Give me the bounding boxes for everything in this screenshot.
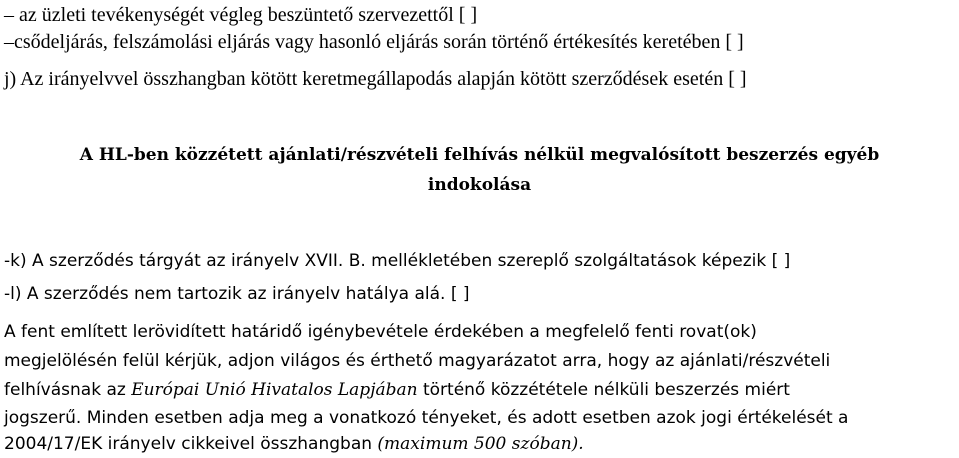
- list-item-ceased-business: – az üzleti tevékenységét végleg beszüntető szervezettől [ ]: [4, 4, 478, 26]
- section-heading-line-1: A HL-ben közzétett ajánlati/részvételi felhívás nélkül megvalósított beszerzés egyéb: [79, 145, 880, 165]
- paragraph-line-5-start: 2004/17/EK irányelv cikkeivel összhangban: [4, 434, 378, 454]
- paragraph-line-1: A fent említett lerövidített határidő igénybevétele érdekében a megfelelő fenti rovat(ok): [4, 322, 757, 342]
- paragraph-line-5: [4, 436, 584, 453]
- paragraph-line-3-start: felhívásnak az: [4, 380, 132, 400]
- paragraph-line-2: megjelölésén felül kérjük, adjon világos és érthető magyarázatot arra, hogy az ajánlati/részvételi: [4, 351, 831, 371]
- list-item-bankruptcy-sale: –csődeljárás, felszámolási eljárás vagy hasonló eljárás során történő értékesítés keretében [ ]: [4, 31, 744, 53]
- list-item-framework-agreement: j) Az irányelvvel összhangban kötött keretmegállapodás alapján kötött szerződések esetén [ ]: [4, 68, 747, 90]
- section-heading-line-2: indokolása: [427, 175, 532, 195]
- option-l: -l) A szerződés nem tartozik az irányelv hatálya alá. [ ]: [4, 284, 470, 304]
- official-journal-title: Európai Unió Hivatalos Lapjában: [131, 380, 418, 400]
- paragraph-line-4: jogszerű. Minden esetben adja meg a vonatkozó tényeket, és adott esetben azok jogi értékelését a: [4, 408, 849, 428]
- paragraph-line-3-end: történő közzététele nélküli beszerzés miért: [417, 380, 790, 400]
- option-k: -k) A szerződés tárgyát az irányelv XVII. B. mellékletében szereplő szolgáltatások képezik [ ]: [4, 251, 791, 271]
- word-limit-note: (maximum 500 szóban).: [377, 434, 584, 454]
- paragraph-line-3: [4, 382, 790, 399]
